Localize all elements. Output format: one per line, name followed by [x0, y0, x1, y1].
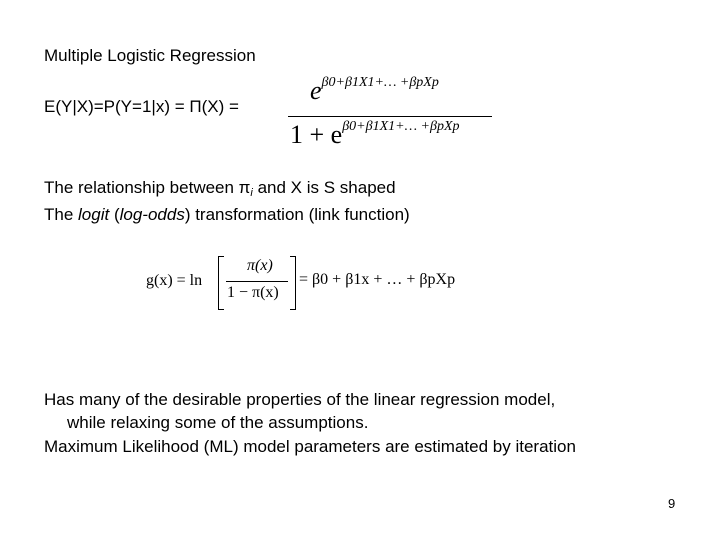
- logit-fraction-denominator: 1 − π(x): [227, 284, 279, 301]
- logit-statement: [44, 205, 410, 225]
- logodds-term: log-odds: [119, 205, 185, 224]
- expected-value-label: E(Y|X)=P(Y=1|x) = Π(X) =: [44, 97, 239, 116]
- numerator-exponent: β0+β1X1+… +βpXp: [321, 75, 439, 90]
- slide-title: Multiple Logistic Regression: [44, 46, 256, 65]
- ml-estimation-paragraph: Maximum Likelihood (ML) model parameters are estimated by iteration: [44, 437, 576, 456]
- logit-equation-lhs: g(x) = ln: [146, 272, 203, 289]
- logit-text-c: ) transformation (link function): [184, 205, 410, 224]
- relationship-statement: [44, 178, 396, 198]
- denominator-exponent: β0+β1X1+… +βpXp: [342, 119, 460, 134]
- right-bracket: [290, 256, 296, 310]
- properties-paragraph-line2: while relaxing some of the assumptions.: [67, 413, 369, 432]
- logit-fraction-bar: [226, 281, 288, 282]
- left-bracket: [218, 256, 224, 310]
- denominator-prefix: 1 + e: [290, 120, 343, 149]
- logit-text-a: The: [44, 205, 79, 224]
- logit-equation-rhs: = β0 + β1x + … + βpXp: [299, 271, 456, 288]
- logit-term: logit: [78, 205, 110, 224]
- fraction-numerator: [310, 76, 439, 106]
- fraction-bar: [288, 116, 492, 117]
- pi-subscript: i: [250, 187, 253, 199]
- logit-text-b: (: [109, 205, 120, 224]
- page-number: 9: [668, 496, 676, 511]
- relationship-text-b: and X is S shaped: [252, 178, 396, 197]
- properties-paragraph-line1: Has many of the desirable properties of the linear regression model,: [44, 390, 556, 409]
- exp-base: e: [310, 76, 322, 105]
- relationship-text-a: The relationship between π: [44, 178, 251, 197]
- logit-fraction-numerator: π(x): [247, 257, 273, 274]
- fraction-denominator: [290, 120, 460, 150]
